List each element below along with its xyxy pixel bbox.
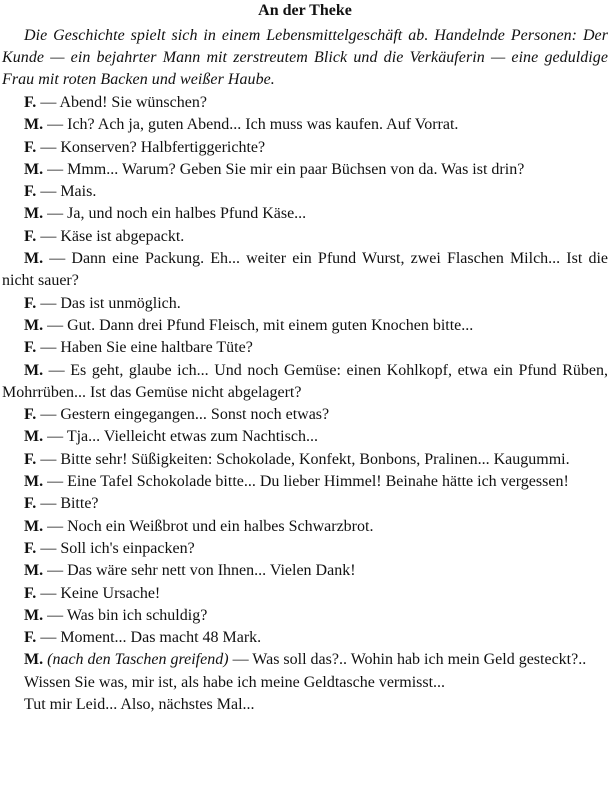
dash: — [36, 94, 60, 111]
line-text: Mais. [60, 183, 97, 201]
line-text: Bitte? [60, 495, 99, 513]
dialogue [2, 92, 608, 716]
dialogue-line [2, 203, 608, 225]
line-text: Tja... Vielleicht etwas zum Nachtisch... [66, 428, 318, 446]
speaker-label: F. [24, 584, 37, 602]
line-text: Gut. Dann drei Pfund Fleisch, mit einem guten Knochen bitte... [67, 316, 474, 334]
dialogue-line [2, 293, 608, 315]
dash: — [36, 183, 61, 201]
speaker-label: F. [24, 450, 37, 468]
dash: — [36, 539, 61, 557]
dialogue-line [2, 694, 608, 716]
dash: — [43, 250, 72, 268]
speaker-label: M. [24, 562, 44, 580]
dialogue-line [2, 627, 608, 649]
dialogue-line [2, 583, 608, 605]
speaker-label: M. [24, 116, 44, 134]
speaker-label: M. [24, 428, 44, 446]
dialogue-line [2, 92, 608, 114]
line-text: Dann eine Packung. Eh... weiter ein Pfund Wurst, zwei Flaschen Milch... Ist die nicht sauer? [2, 250, 608, 290]
dash: — [43, 316, 68, 334]
speaker-label: F. [24, 183, 37, 201]
line-text: Haben Sie eine haltbare Tüte? [60, 339, 253, 357]
line-text: Was soll das?.. Wohin hab ich mein Geld gesteckt?.. [252, 651, 587, 669]
page-title: An der Theke [258, 2, 352, 19]
dash: — [36, 339, 61, 357]
line-text: Es geht, glaube ich... Und noch Gemüse: einen Kohlkopf, etwa ein Pfund Rüben, Mohrrüben... Ist das Gemüse nicht abgelagert? [2, 361, 609, 401]
dash: — [43, 361, 71, 379]
speaker-label: F. [24, 138, 37, 156]
dialogue-line [2, 337, 608, 359]
dialogue-line [2, 404, 608, 426]
dash: — [36, 495, 61, 513]
dialogue-line [2, 226, 608, 248]
dialogue-line [2, 672, 608, 694]
speaker-label: F. [24, 539, 37, 557]
dialogue-line [2, 471, 608, 493]
dialogue-line [2, 516, 608, 538]
dash: — [43, 606, 67, 624]
dash: — [36, 584, 61, 602]
dash: — [43, 428, 67, 446]
dash: — [36, 294, 61, 312]
dash: — [36, 450, 61, 468]
speaker-label: F. [24, 294, 37, 312]
line-text: Was bin ich schuldig? [66, 606, 208, 624]
speaker-label: M. [24, 205, 44, 223]
line-text: Bitte sehr! Süßigkeiten: Schokolade, Konfekt, Bonbons, Pralinen... Kaugummi. [60, 450, 570, 468]
speaker-label: M. [24, 160, 44, 178]
speaker-label: M. [24, 361, 44, 379]
line-text: Mmm... Warum? Geben Sie mir ein paar Büchsen von da. Was ist drin? [67, 160, 525, 178]
dialogue-line [2, 315, 608, 337]
dash: — [36, 629, 61, 647]
dash: — [43, 116, 68, 134]
line-text: Moment... Das macht 48 Mark. [60, 629, 262, 647]
dialogue-line [2, 605, 608, 627]
speaker-label: F. [24, 495, 37, 513]
speaker-label: M. [24, 250, 44, 268]
dialogue-line [2, 449, 608, 471]
dialogue-line [2, 159, 608, 181]
line-text: Eine Tafel Schokolade bitte... Du lieber Himmel! Beinahe hätte ich vergessen! [67, 473, 569, 491]
line-text: Tut mir Leid... Also, nächstes Mal... [24, 696, 255, 714]
line-text: Ja, und noch ein halbes Pfund Käse... [67, 205, 307, 223]
line-text: Wissen Sie was, mir ist, als habe ich meine Geldtasche vermisst... [24, 673, 446, 691]
dash: — [43, 205, 68, 223]
speaker-label: F. [24, 227, 37, 245]
line-text: Das ist unmöglich. [60, 294, 181, 312]
line-text: Konserven? Halbfertiggerichte? [60, 138, 266, 156]
speaker-label: M. [24, 606, 44, 624]
intro-paragraph: Die Geschichte spielt sich in einem Lebensmittelgeschäft ab. Handelnde Personen: Der Kunde — ein bejahrter Mann mit zerstreutem Blick und die Verkäuferin — eine geduldige Frau mit roten Backen und weißer Haube. [2, 27, 608, 88]
dialogue-line [2, 426, 608, 448]
dash: — [43, 473, 68, 491]
line-text: Gestern eingegangen... Sonst noch etwas? [60, 406, 330, 424]
line-text: Soll ich's einpacken? [60, 539, 195, 557]
dash: — [36, 138, 61, 156]
dialogue-line [2, 493, 608, 515]
speaker-label: M. [24, 517, 44, 535]
line-text: Abend! Sie wünschen? [59, 94, 207, 111]
speaker-label: M. [24, 651, 44, 669]
dialogue-line [2, 248, 608, 293]
speaker-label: M. [24, 316, 44, 334]
speaker-label: M. [24, 473, 44, 491]
dialogue-line [2, 137, 608, 159]
dash: — [232, 651, 253, 669]
speaker-label: F. [24, 629, 37, 647]
speaker-label: F. [24, 94, 37, 111]
dash: — [43, 160, 68, 178]
line-text: Käse ist abgepackt. [60, 227, 185, 245]
dialogue-line [2, 114, 608, 136]
dash: — [43, 562, 68, 580]
line-text: Noch ein Weißbrot und ein halbes Schwarzbrot. [67, 517, 374, 535]
line-text: Keine Ursache! [60, 584, 161, 602]
speaker-label: F. [24, 406, 37, 424]
dialogue-line [2, 360, 608, 405]
dialogue-line [2, 649, 608, 671]
line-text: Das wäre sehr nett von Ihnen... Vielen Dank! [67, 562, 356, 580]
dash: — [36, 406, 61, 424]
dash: — [36, 227, 61, 245]
dialogue-line [2, 560, 608, 582]
stage-direction: (nach den Taschen greifend) [43, 651, 233, 669]
line-text: Ich? Ach ja, guten Abend... Ich muss was kaufen. Auf Vorrat. [67, 116, 459, 134]
dash: — [43, 517, 68, 535]
dialogue-line [2, 181, 608, 203]
speaker-label: F. [24, 339, 37, 357]
dialogue-line [2, 538, 608, 560]
